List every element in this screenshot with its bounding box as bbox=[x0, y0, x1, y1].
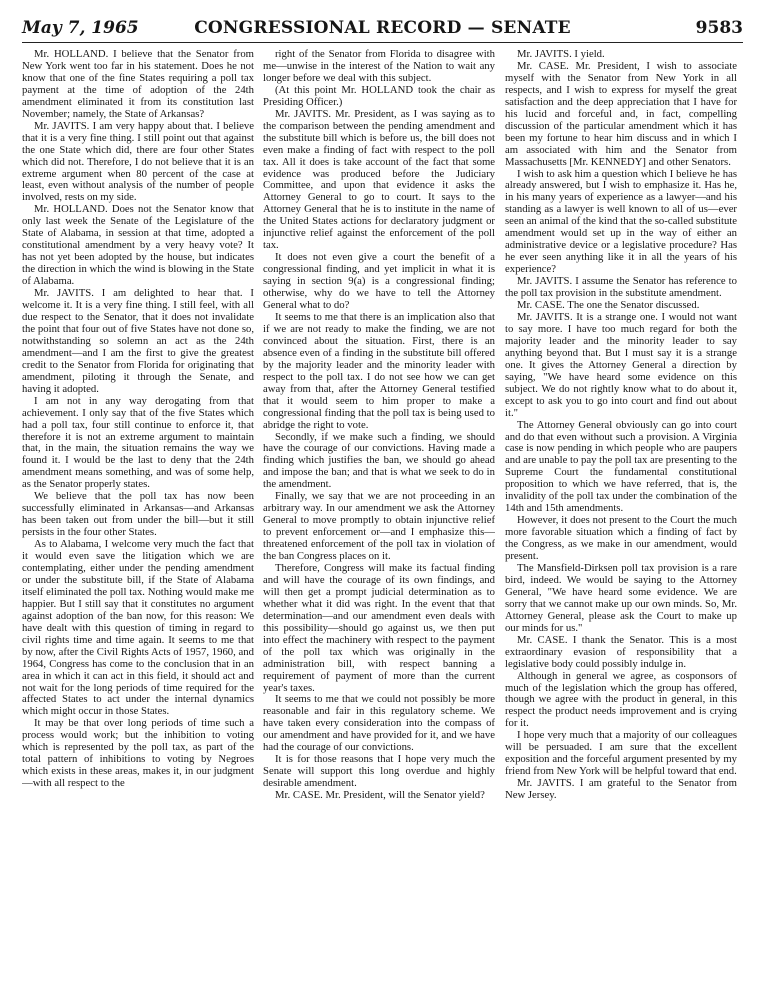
paragraph: I am not in any way derogating from that achievement. I only say that of the five States which had a poll tax, four still continue to enforce it, that therefore it is not an extreme argument to maintain that, in the main, the situation remains the way we found it. I would be the last to deny that the 24th amendment means something, and was of some help, as the Senator properly states. bbox=[22, 394, 254, 491]
paragraph: Mr. HOLLAND. Does not the Senator know that only last week the Senate of the Legislature of the State of Alabama, in session at that time, adopted a constitutional amendment by a very heavy vote? It has not yet been adopted by the house, but indicates the direction in which the wind is blowing in the State of Alabama. bbox=[22, 203, 254, 288]
paragraph: Mr. JAVITS. Mr. President, as I was saying as to the comparison between the pending amendment and the substitute bill which is before us, the bill does not even make a finding of fact with respect to the poll tax. All it does is take account of the fact that some evidence was produced before the Judiciary Committee, and upon that evidence it asks the Attorney General to go to court. It says to the Attorney General that he is to institute in the name of the United States actions for declaratory judgment or injunctive relief against the enforcement of the poll tax. bbox=[263, 107, 495, 252]
paragraph: right of the Senator from Florida to disagree with me—unwise in the interest of the Nation to wait any longer before we deal with this subject. bbox=[263, 49, 495, 84]
paragraph: It seems to me that we could not possibly be more reasonable and fair in this regulatory scheme. We have taken every consideration into the compass of our amendment and have provided for it, and we have had the courage of our convictions. bbox=[263, 693, 495, 754]
paragraph: We believe that the poll tax has now been successfully eliminated in Arkansas—and Arkansas has been taken out from under the bill—but it still persists in the four other States. bbox=[22, 490, 254, 539]
paragraph: Therefore, Congress will make its factual finding and will have the courage of its own findings, and will then get a prompt judicial determination as to whether what it did was right. In the event that that determination—and our amendment even deals with this possibility—should go against us, we then put into effect the machinery with respect to the payment of the poll tax which was originally in the administration bill, with respect banning a requirement of payment of more than the current year's taxes. bbox=[263, 561, 495, 694]
text-column-1 bbox=[22, 49, 254, 979]
header-rule bbox=[22, 42, 743, 43]
paragraph: Mr. CASE. Mr. President, will the Senator yield? bbox=[275, 789, 485, 802]
paragraph: Mr. JAVITS. I yield. bbox=[517, 49, 605, 60]
header-title: CONGRESSIONAL RECORD — SENATE bbox=[194, 18, 571, 38]
header-date: May 7, 1965 bbox=[22, 18, 139, 38]
text-column-3 bbox=[505, 49, 737, 979]
header-page-number: 9583 bbox=[695, 18, 743, 38]
paragraph: It may be that over long periods of time such a process would work; but the inhibition to voting which is represented by the poll tax, as part of the total pattern of inhibitions to voting by Negroes which exists in these areas, makes it, in our judgment—with all respect to the bbox=[22, 717, 254, 790]
paragraph: Secondly, if we make such a finding, we should have the courage of our convictions. Having made a finding which justifies the ban, we should go ahead and impose the ban; and that is what we seek to do in the amendment. bbox=[263, 430, 495, 491]
text-column-2 bbox=[263, 49, 495, 979]
paragraph: (At this point Mr. HOLLAND took the chair as Presiding Officer.) bbox=[263, 83, 495, 108]
page-header bbox=[22, 18, 743, 44]
paragraph: Although in general we agree, as cosponsors of much of the legislation which the group has offered, though we agree with the product in general, in this respect the product needs improvement and is crying for it. bbox=[505, 669, 737, 730]
paragraph: Mr. JAVITS. I am grateful to the Senator from New Jersey. bbox=[505, 777, 737, 802]
paragraph: Mr. JAVITS. I am delighted to hear that. I welcome it. It is a very fine thing. I still feel, with all due respect to the Senator, that it does not invalidate the point that four out of five States have not done so, notwithstanding so solemn an act as the 24th amendment—and I am the first to give the greatest credit to the Senator from Florida for originating that amendment, piloting it through the Senate, and having it adopted. bbox=[22, 287, 254, 395]
paragraph: Mr. JAVITS. It is a strange one. I would not want to say more. I have too much regard for both the majority leader and the minority leader to say anything beyond that. But I must say it is a strange one. It gives the Attorney General a direction by saying, "We have heard some evidence on this subject. We do not rightly know what to do about it, except to ask you to go into court and find out about it." bbox=[505, 310, 737, 419]
paragraph: Mr. CASE. Mr. President, I wish to associate myself with the Senator from New York in all respects, and I wish to express for myself the great satisfaction and the deep appreciation that I have for his lucid and forceful and, in fact, compelling discussion of the particular amendment which it has been my fortune to hear him discuss and in which I am associated with him and the Senator from Massachusetts [Mr. KENNEDY] and other Senators. bbox=[505, 59, 737, 168]
paragraph: Mr. JAVITS. I am very happy about that. I believe that it is a very fine thing. I still point out that against the one State which did, there are four other States which did not. Therefore, I do not believe that it is an extreme argument when 80 percent of the case at least, even without analysis of the number of people involved, rests on my side. bbox=[22, 119, 254, 204]
paragraph: It seems to me that there is an implication also that if we are not ready to make the finding, we are not convinced about the situation. First, there is an absence even of a finding in the substitute bill offered by the majority leader and the minority leader with respect to the poll tax. I do not see how we can get away from that, after the Attorney General testified that it would seem to him proper to make a congressional finding that the poll tax is being used to abridge the right to vote. bbox=[263, 310, 495, 431]
paragraph: I wish to ask him a question which I believe he has already answered, but I wish to emphasize it. Has he, in his many years of experience as a lawyer—and his standing as a lawyer is well known to all of us—ever seen an animal of the kind that the so-called substitute amendment would set up in the way of either an administrative device or a legislative procedure? Has he ever seen anything like it in all the years of his experience? bbox=[505, 167, 737, 276]
paragraph: It does not even give a court the benefit of a congressional finding, and yet implicit in what it is saying in section 9(a) is a congressional finding; otherwise, why do we have to tell the Attorney General what to do? bbox=[263, 251, 495, 312]
paragraph: However, it does not present to the Court the much more favorable situation which a finding of fact by the Congress, as we make in our amendment, would present. bbox=[505, 514, 737, 563]
paragraph: Mr. CASE. The one the Senator discussed. bbox=[517, 299, 700, 312]
paragraph: As to Alabama, I welcome very much the fact that it would even save the litigation which we are contemplating, either under the pending amendment or under the substitute bill, if the State of Alabama itself eliminated the poll tax. Nothing would make me happier. But I still say that it constitutes no argument against adoption of the ban now, for this reason: We have dealt with this question of timing in regard to civil rights time and time again. It seems to me that by now, after the Civil Rights Acts of 1957, 1960, and 1964, Congress has come to the conclusion that in an area in which it can act in this field, it should act and not wait for the long periods of time required for the affected States to act under the internal dynamics which might occur in those States. bbox=[22, 538, 254, 718]
paragraph: The Attorney General obviously can go into court and do that even without such a provision. A Virginia case is now pending in which people who are paupers and are unable to pay the poll tax are presenting to the Supreme Court the fundamental constitutional proposition to which we have referred, that is, the invalidity of the poll tax under the combination of the 14th and 15th amendments. bbox=[505, 418, 737, 515]
paragraph: Finally, we say that we are not proceeding in an arbitrary way. In our amendment we ask the Attorney General to move promptly to obtain injunctive relief to prevent enforcement or—and I emphasize this—threatened enforcement of the poll tax in violation of the ban Congress places on it. bbox=[263, 490, 495, 563]
paragraph: The Mansfield-Dirksen poll tax provision is a rare bird, indeed. We would be saying to the Attorney General, "We have heard some evidence. We are sorry that we cannot make up our own minds. So, Mr. Attorney General, please ask the Court to make up our minds for us." bbox=[505, 561, 737, 634]
paragraph: Mr. JAVITS. I assume the Senator has reference to the poll tax provision in the substitute amendment. bbox=[505, 275, 737, 300]
paragraph: I hope very much that a majority of our colleagues will be persuaded. I am sure that the excellent exposition and the forceful argument presented by my friend from New York will be helpful toward that end. bbox=[505, 729, 737, 778]
paragraph: Mr. HOLLAND. I believe that the Senator from New York went too far in his statement. Does he not know that one of the fine States requiring a poll tax payment at the time of adoption of the 24th amendment eliminated it from its constitution last November; namely, the State of Arkansas? bbox=[22, 49, 254, 120]
paragraph: It is for those reasons that I hope very much the Senate will support this long overdue and highly desirable amendment. bbox=[263, 753, 495, 790]
paragraph: Mr. CASE. I thank the Senator. This is a most extraordinary evasion of responsibility that a legislative body could possibly indulge in. bbox=[505, 633, 737, 670]
